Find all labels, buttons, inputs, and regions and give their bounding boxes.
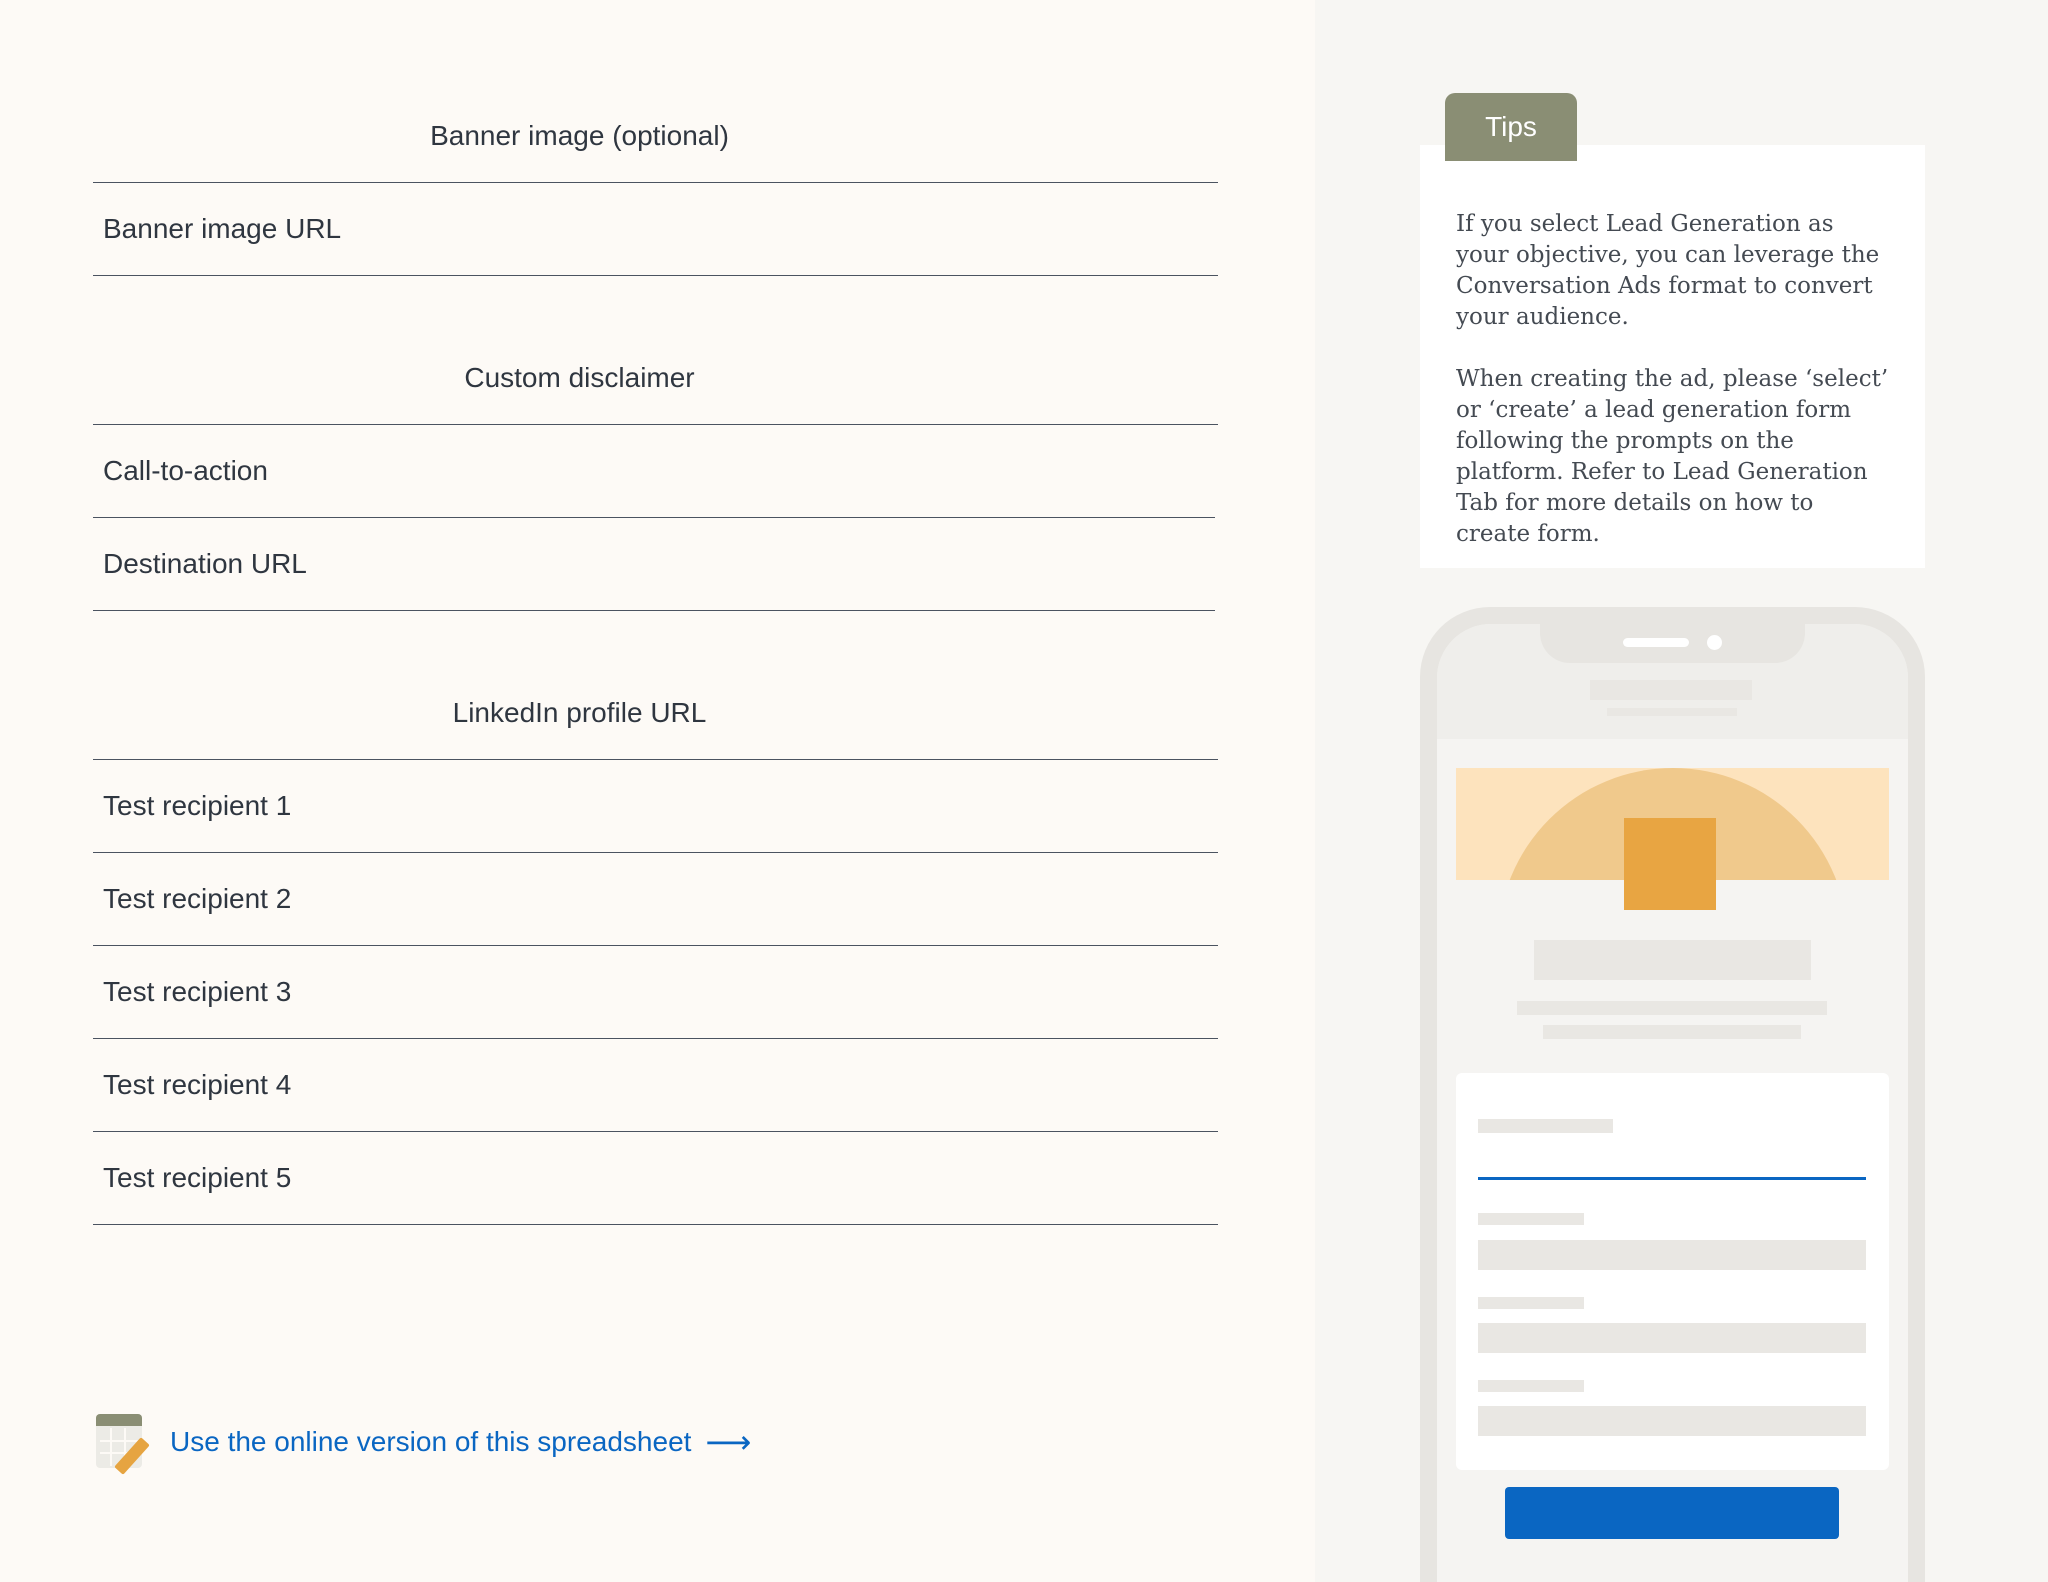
placeholder-field (1478, 1406, 1866, 1436)
placeholder-line (1543, 1025, 1801, 1039)
phone-camera (1707, 635, 1722, 650)
tips-tab (1445, 93, 1577, 161)
placeholder-title (1534, 940, 1811, 980)
tips-paragraph-2: When creating the ad, please ‘select’ or ‘create’ a lead generation form following the prompts on the platform. Refer to Lead Generation Tab for more details on how to create form. (1456, 366, 1889, 547)
banner-image-header (93, 90, 1218, 183)
linkedin-profile-url-header (93, 667, 1218, 760)
test-recipient-label: Test recipient 5 (103, 1162, 292, 1193)
tips-box (1420, 145, 1925, 568)
test-recipient-row[interactable] (93, 760, 1218, 853)
linkedin-profile-url-header-text: LinkedIn profile URL (452, 697, 707, 728)
arrow-right-icon[interactable]: ⟶ (705, 1424, 752, 1460)
placeholder-field (1478, 1323, 1866, 1353)
test-recipient-row[interactable] (93, 1132, 1218, 1225)
placeholder-bar (1607, 708, 1737, 716)
test-recipient-row[interactable] (93, 853, 1218, 946)
placeholder-line (1517, 1001, 1827, 1015)
active-field-underline (1478, 1177, 1866, 1180)
banner-image-url-row[interactable] (93, 183, 1218, 276)
custom-disclaimer-header (93, 332, 1218, 425)
banner-image-url-label: Banner image URL (103, 213, 342, 244)
test-recipient-row[interactable] (93, 946, 1218, 1039)
online-spreadsheet-link[interactable] (96, 1412, 751, 1472)
submit-button-placeholder (1505, 1487, 1839, 1539)
placeholder-field-label (1478, 1119, 1613, 1133)
phone-notch (1540, 607, 1805, 663)
custom-disclaimer-header-text: Custom disclaimer (464, 362, 695, 393)
tips-paragraph-1: If you select Lead Generation as your objective, you can leverage the Conversation Ads format to convert your audience. (1456, 211, 1880, 330)
call-to-action-label: Call-to-action (103, 455, 268, 486)
test-recipient-label: Test recipient 2 (103, 883, 292, 914)
test-recipient-label: Test recipient 4 (103, 1069, 292, 1100)
online-spreadsheet-link-text[interactable]: Use the online version of this spreadsheet (170, 1426, 692, 1457)
placeholder-field-label (1478, 1297, 1584, 1309)
destination-url-label: Destination URL (103, 548, 307, 579)
tips-tab-label: Tips (1485, 111, 1537, 142)
test-recipient-label: Test recipient 1 (103, 790, 292, 821)
test-recipient-label: Test recipient 3 (103, 976, 292, 1007)
placeholder-field (1478, 1240, 1866, 1270)
spreadsheet-pencil-icon (96, 1412, 154, 1472)
phone-speaker (1623, 638, 1689, 647)
call-to-action-row[interactable] (93, 425, 1215, 518)
destination-url-row[interactable] (93, 518, 1215, 611)
placeholder-field-label (1478, 1380, 1584, 1392)
placeholder-bar (1590, 680, 1752, 700)
banner-image-header-text: Banner image (optional) (430, 120, 729, 151)
test-recipient-row[interactable] (93, 1039, 1218, 1132)
placeholder-field-label (1478, 1213, 1584, 1225)
company-logo-placeholder (1624, 818, 1716, 910)
